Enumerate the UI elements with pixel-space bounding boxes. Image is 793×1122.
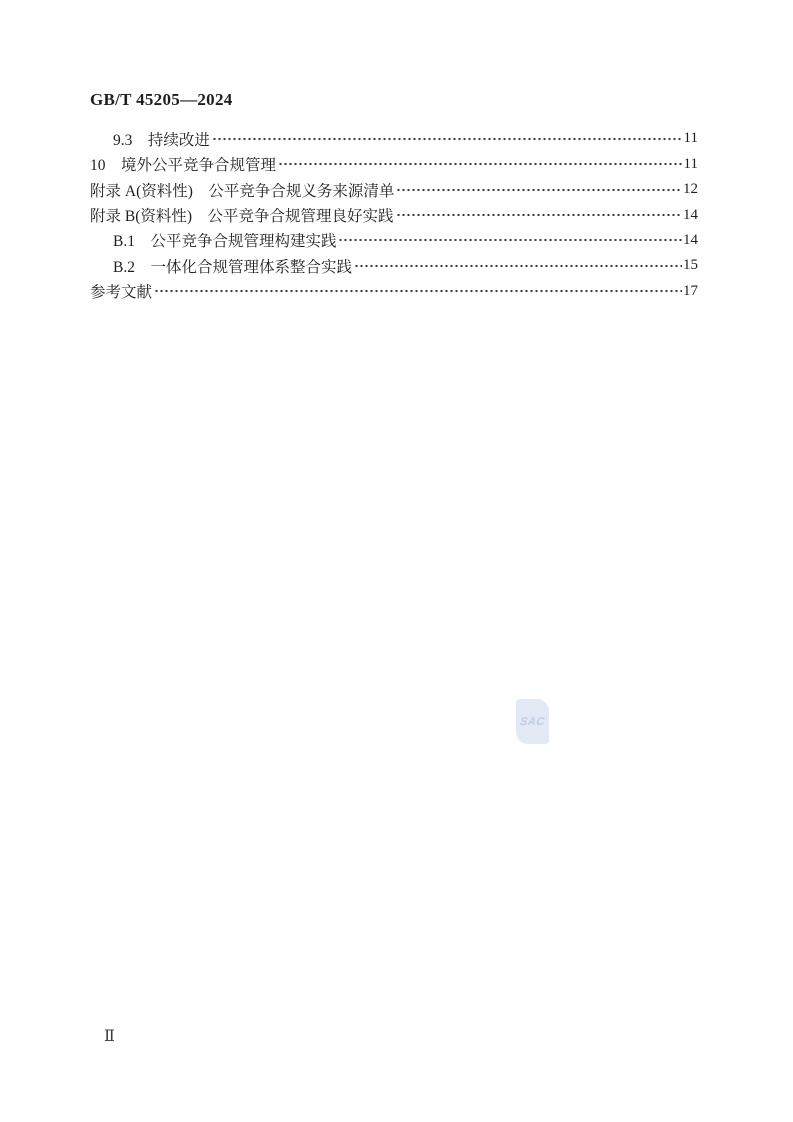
toc-entry (90, 228, 698, 253)
toc-entry-page: 11 (683, 130, 698, 147)
toc-entry-label: B.2 一体化合规管理体系整合实践 (113, 258, 352, 276)
toc-list (90, 126, 698, 304)
toc-entry (90, 151, 698, 176)
toc-entry-page: 14 (683, 206, 698, 223)
toc-entry-label: B.1 公平竞争合规管理构建实践 (113, 233, 337, 251)
page-number: Ⅱ (104, 1028, 115, 1045)
toc-leader-dots (396, 202, 682, 227)
toc-leader-dots (278, 151, 683, 176)
toc-entry-page: 14 (683, 231, 698, 248)
toc-leader-dots (154, 279, 682, 304)
toc-entry-label: 附录 A(资料性) 公平竞争合规义务来源清单 (90, 182, 395, 200)
sac-watermark-text: SAC (519, 715, 546, 728)
toc-entry (90, 126, 698, 151)
toc-leader-dots (338, 228, 682, 253)
toc-entry-label: 9.3 持续改进 (113, 131, 210, 149)
toc-entry (90, 177, 698, 202)
standard-code-header: GB/T 45205—2024 (90, 90, 233, 109)
toc-entry (90, 279, 698, 304)
toc-entry-page: 12 (683, 181, 698, 198)
toc-leader-dots (396, 177, 682, 202)
toc-entry-label: 参考文献 (90, 284, 153, 302)
toc-entry-label: 附录 B(资料性) 公平竞争合规管理良好实践 (90, 208, 394, 226)
toc-entry-label: 10 境外公平竞争合规管理 (90, 157, 277, 175)
toc-entry-page: 11 (683, 155, 698, 172)
toc-entry-page: 17 (683, 282, 698, 299)
sac-watermark (516, 699, 549, 744)
toc-entry (90, 202, 698, 227)
toc-entry (90, 253, 698, 278)
toc-entry-page: 15 (683, 257, 698, 274)
toc-leader-dots (212, 126, 683, 151)
toc-leader-dots (354, 253, 682, 278)
